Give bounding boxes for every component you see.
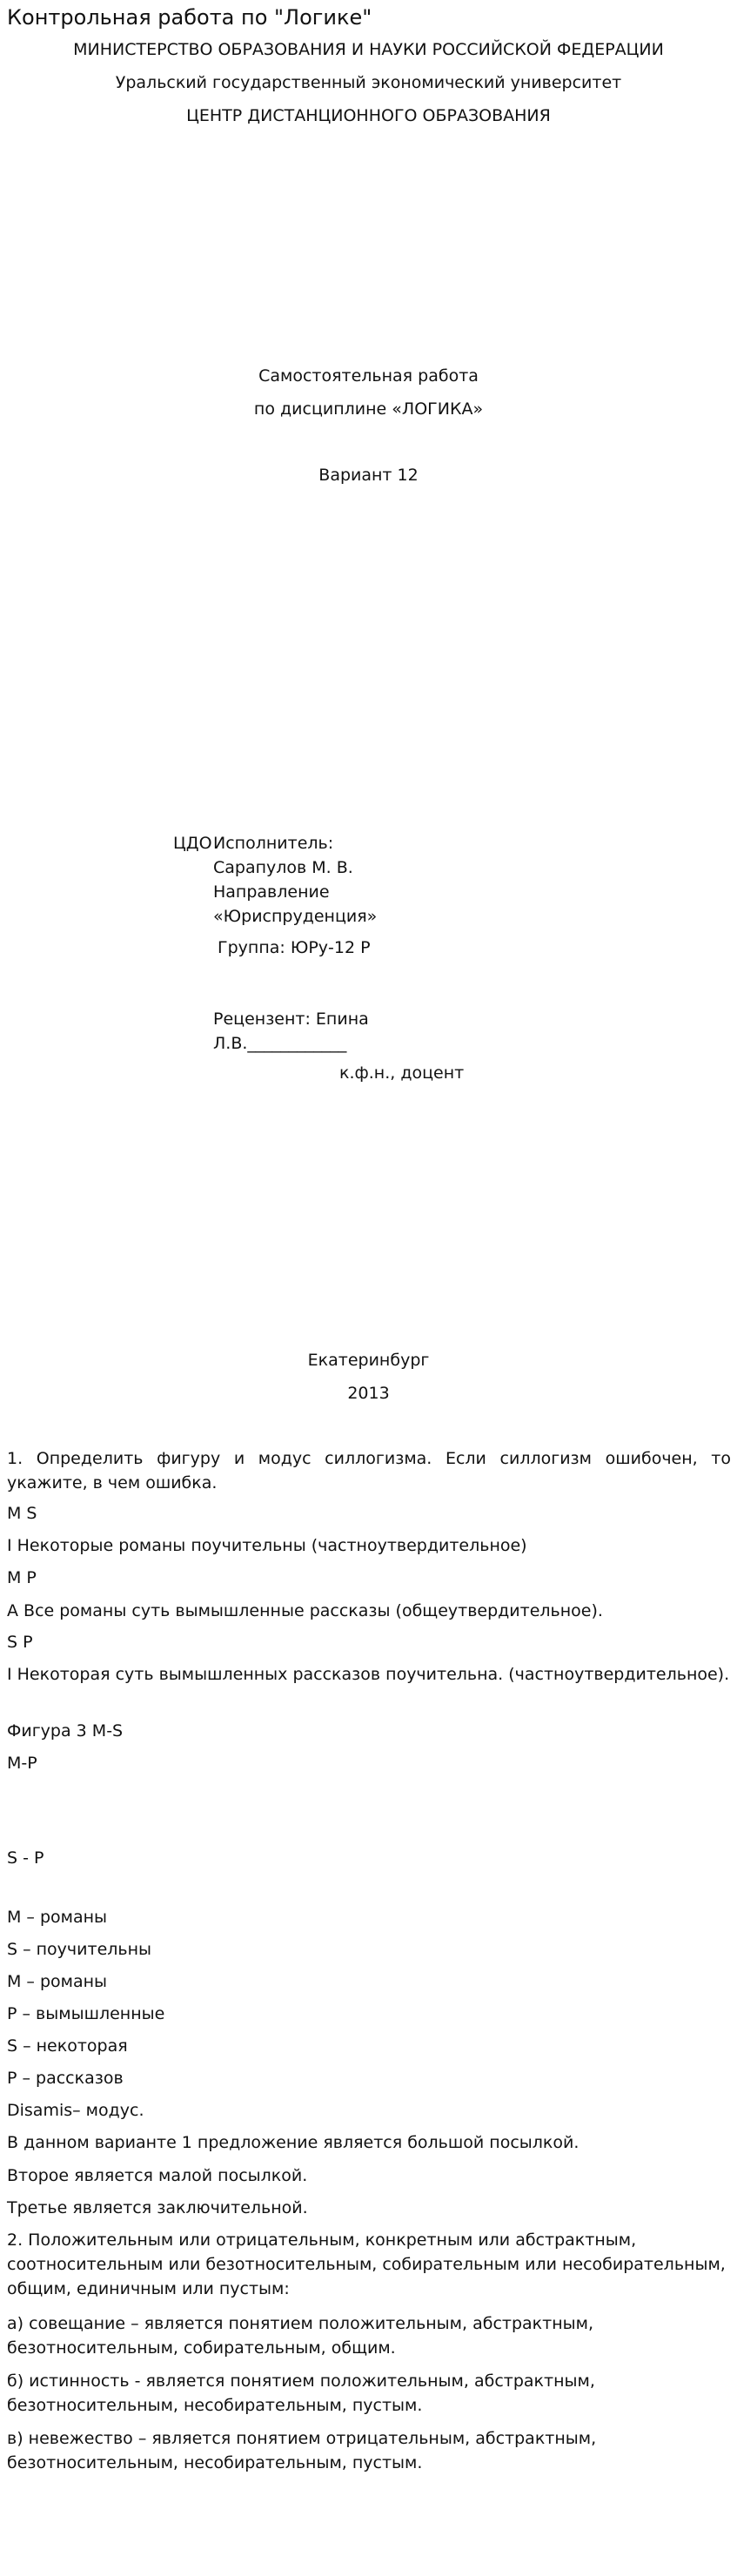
figure-line: Фигура 3 M-S (7, 1721, 124, 1741)
reviewer-line2: Л.В.____________ (213, 1034, 347, 1053)
direction-label: Направление (213, 882, 330, 902)
major-premise-note: В данном варианте 1 предложение является большой посылкой. (7, 2133, 580, 2152)
executor-name: Сарапулов М. В. (213, 858, 353, 877)
work-variant: Вариант 12 (318, 466, 419, 485)
reviewer-title: к.ф.н., доцент (339, 1063, 465, 1083)
answer-a: а) совещание – является понятием положительным, абстрактным, безотносительным, собирательным, общим. (7, 2314, 594, 2358)
answer-v: в) невежество – является понятием отрицательным, абстрактным, безотносительным, несобирательным, пустым. (7, 2429, 597, 2472)
footer-city: Екатеринбург (307, 1351, 430, 1370)
term-s-2: S – некоторая (7, 2036, 128, 2056)
figure-mp: M-P (7, 1754, 37, 1773)
figure-sp: S - P (7, 1848, 44, 1868)
task2-text: 2. Положительным или отрицательным, конкретным или абстрактным, соотносительным или безотносительным, собирательным или несобирательным, общим, единичным или пустым: (7, 2231, 726, 2298)
line-ms-1: M S (7, 1504, 37, 1523)
reviewer-line1: Рецензент: Епина (213, 1010, 369, 1029)
header-center: ЦЕНТР ДИСТАНЦИОННОГО ОБРАЗОВАНИЯ (186, 106, 551, 125)
signature-prefix: ЦДО (173, 834, 212, 853)
conclusion-note: Третье является заключительной. (7, 2198, 308, 2217)
minor-premise-note: Второе является малой посылкой. (7, 2166, 308, 2185)
work-type: Самостоятельная работа (258, 366, 479, 386)
term-p-2: P – рассказов (7, 2069, 124, 2088)
answer-b: б) истинность - является понятием положительным, абстрактным, безотносительным, несобирательным, пустым. (7, 2371, 595, 2415)
executor-label: Исполнитель: (213, 834, 334, 853)
task1-text: 1. Определить фигуру и модус силлогизма. Если силлогизм ошибочен, то укажите, в чем ошибка. (7, 1449, 731, 1493)
term-p-1: P – вымышленные (7, 2004, 165, 2023)
direction-value: «Юриспруденция» (213, 907, 378, 926)
work-discipline: по дисциплине «ЛОГИКА» (253, 399, 484, 419)
premise-2: A Все романы суть вымышленные рассказы (общеутвердительное). (7, 1601, 603, 1620)
line-sp-1: S P (7, 1633, 33, 1652)
line-mp-1: M P (7, 1568, 37, 1587)
header-university: Уральский государственный экономический университет (115, 73, 622, 92)
group: Группа: ЮРу-12 Р (218, 938, 371, 957)
term-m-1: M – романы (7, 1908, 108, 1927)
modus: Disamis– модус. (7, 2101, 144, 2120)
conclusion: I Некоторая суть вымышленных рассказов поучительна. (частноутвердительное). (7, 1665, 730, 1684)
header-ministry: МИНИСТЕРСТВО ОБРАЗОВАНИЯ И НАУКИ РОССИЙСКОЙ ФЕДЕРАЦИИ (73, 40, 664, 59)
term-s-1: S – поучительны (7, 1940, 152, 1959)
reviewer-block (213, 1007, 431, 1056)
document-title: Контрольная работа по "Логике" (7, 5, 372, 30)
executor-block (213, 831, 431, 929)
premise-1: I Некоторые романы поучительны (частноутвердительное) (7, 1536, 527, 1555)
footer-year: 2013 (347, 1384, 390, 1403)
term-m-2: M – романы (7, 1972, 108, 1991)
